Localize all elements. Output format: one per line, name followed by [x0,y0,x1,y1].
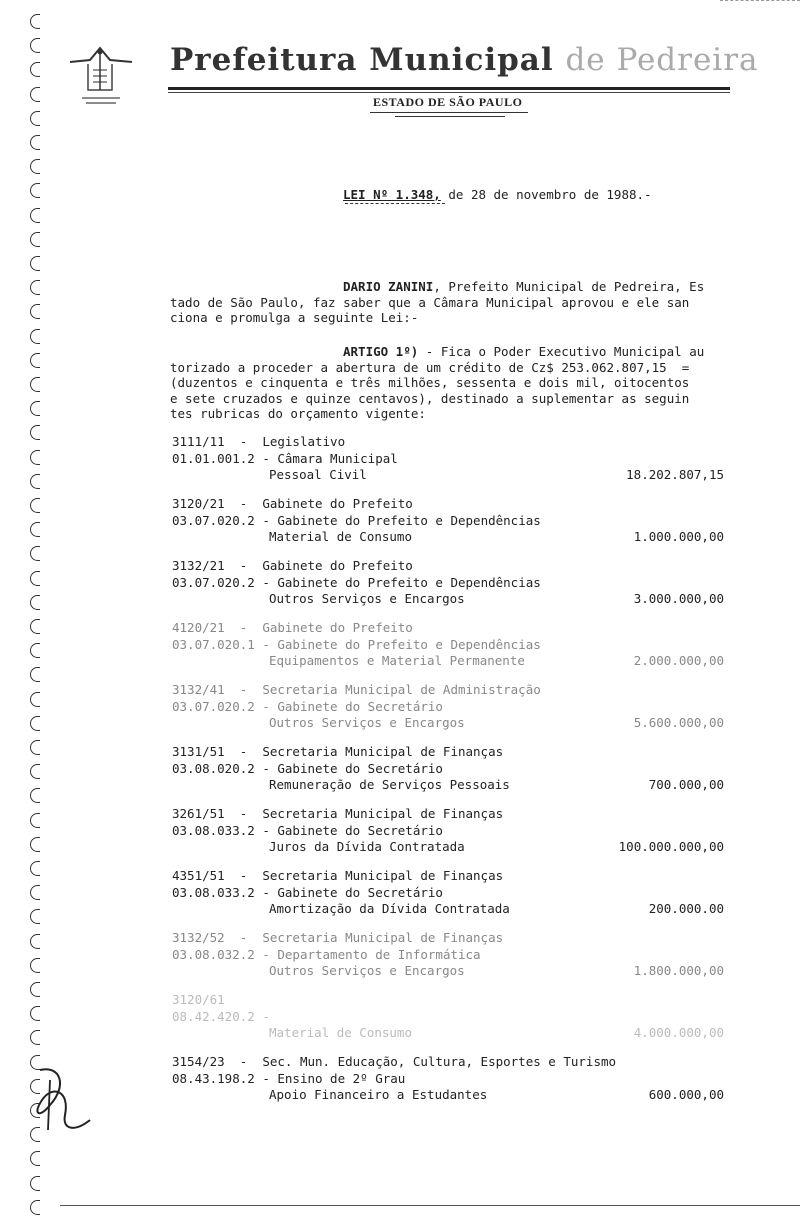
entry-unit-line [172,699,732,716]
law-title [343,187,652,202]
binding-ring [30,256,40,271]
entry-amount: 3.000.000,00 [633,591,724,606]
entry-code: 3154/23 [172,1054,225,1069]
article-line-2: torizado a proceder a abertura de um crédito de Cz$ 253.062.807,15 = [170,359,690,375]
entry-item-line [172,777,732,794]
budget-entry [172,496,732,546]
entry-organ: - Secretaria Municipal de Finanças [224,806,504,821]
binding-ring [30,813,40,828]
entry-subcode: 08.42.420.2 [172,1008,255,1024]
budget-entry [172,682,732,732]
letterhead-rule-thin [168,92,730,93]
entry-unit-line [172,451,732,468]
preamble [170,279,730,326]
binding-ring [30,498,40,513]
entry-heading-line [172,496,732,513]
entry-organ: - Secretaria Municipal de Administração [224,682,541,697]
entry-organ: - Secretaria Municipal de Finanças [224,868,504,883]
budget-entry [172,434,732,484]
entry-amount: 600.000,00 [648,1087,724,1102]
binding-ring [30,38,40,53]
entry-unit: - Ensino de 2º Grau [254,1070,406,1086]
footer-rule [60,1205,800,1206]
entry-unit: - Gabinete do Secretário [254,822,443,838]
binding-ring [30,135,40,150]
entry-item-line [172,1025,732,1042]
entry-subcode: 08.43.198.2 [172,1070,255,1086]
entry-unit-line [172,1009,732,1026]
entry-code: 4120/21 [172,620,225,635]
binding-ring [30,1200,40,1215]
article-line-1: - Fica o Poder Executivo Municipal au [418,344,705,359]
entry-heading-line [172,434,732,451]
entry-unit-line [172,947,732,964]
entry-item: Material de Consumo [269,529,412,544]
entry-unit-line [172,885,732,902]
article-heading: ARTIGO 1º) [343,344,419,359]
entry-unit-line [172,761,732,778]
binding-ring [30,643,40,658]
binding-ring [30,909,40,924]
binding-ring [30,667,40,682]
entry-item-line [172,715,732,732]
budget-entry [172,558,732,608]
entry-code: 4351/51 [172,868,225,883]
binding-ring [30,329,40,344]
binding-ring [30,1176,40,1191]
entry-item: Amortização da Dívida Contratada [269,901,510,916]
entry-unit: - Departamento de Informática [254,946,481,962]
corner-mark [720,0,800,7]
entry-unit: - Gabinete do Secretário [254,884,443,900]
entry-item: Remuneração de Serviços Pessoais [269,777,510,792]
binding-ring [30,280,40,295]
entry-subcode: 03.08.032.2 [172,946,255,962]
binding-ring [30,788,40,803]
binding-ring [30,159,40,174]
entry-organ: - Gabinete do Prefeito [224,496,413,511]
entry-amount: 1.800.000,00 [633,963,724,978]
binding-ring [30,401,40,416]
entry-heading-line [172,868,732,885]
budget-entry [172,806,732,856]
entry-subcode: 03.08.033.2 [172,822,255,838]
entry-item-line [172,591,732,608]
binding-ring [30,982,40,997]
entry-item-line [172,839,732,856]
budget-entry [172,868,732,918]
entry-unit-line [172,1071,732,1088]
entry-heading-line [172,806,732,823]
article-1 [170,344,730,422]
entry-code: 3131/51 [172,744,225,759]
binding-ring [30,692,40,707]
article-line-5: tes rubricas do orçamento vigente: [170,406,426,421]
article-line-4: e sete cruzados e quinze centavos), destinado a suplementar as seguin [170,390,690,406]
entry-heading-line [172,744,732,761]
binding-ring [30,183,40,198]
entry-unit: - Gabinete do Prefeito e Dependências [254,512,541,528]
entry-item: Outros Serviços e Encargos [269,715,465,730]
mayor-name: DARIO ZANINI [343,279,434,294]
entry-item-line [172,1087,732,1104]
binding-ring [30,208,40,223]
entry-subcode: 03.08.033.2 [172,884,255,900]
entry-subcode: 03.07.020.1 [172,636,255,652]
municipal-emblem-icon [60,40,140,110]
entry-amount: 2.000.000,00 [633,653,724,668]
entry-organ: - Legislativo [224,434,346,449]
article-line-3: (duzentos e cinquenta e três milhões, sessenta e dois mil, oitocentos [170,375,690,390]
binding-ring [30,837,40,852]
binding-ring [30,14,40,29]
entry-code: 3132/21 [172,558,225,573]
entry-code: 3261/51 [172,806,225,821]
binding-ring [30,571,40,586]
binding-ring [30,546,40,561]
entry-subcode: 03.08.020.2 [172,760,255,776]
entry-subcode: 03.07.020.2 [172,574,255,590]
entry-subcode: 03.07.020.2 [172,698,255,714]
binding-ring [30,1151,40,1166]
entry-unit: - Gabinete do Prefeito e Dependências [254,574,541,590]
entry-item-line [172,901,732,918]
binding-ring [30,87,40,102]
entry-heading-line [172,620,732,637]
budget-entry [172,930,732,980]
letterhead-faded: de Pedreira [565,42,759,78]
binding-ring [30,450,40,465]
budget-entry [172,744,732,794]
binding-rings [0,0,40,1219]
law-number-underline [345,203,445,204]
binding-ring [30,377,40,392]
entry-heading-line [172,558,732,575]
entry-item: Material de Consumo [269,1025,412,1040]
entry-subcode: 03.07.020.2 [172,512,255,528]
entry-heading-line [172,992,732,1009]
binding-ring [30,304,40,319]
entry-unit: - Câmara Municipal [254,450,398,466]
state-underline-short [395,116,505,117]
entry-amount: 5.600.000,00 [633,715,724,730]
entry-organ: - Sec. Mun. Educação, Cultura, Esportes e Turismo [224,1054,617,1069]
entry-code: 3132/52 [172,930,225,945]
entry-amount: 18.202.807,15 [626,467,724,482]
entry-item: Pessoal Civil [269,467,367,482]
binding-ring [30,353,40,368]
entry-heading-line [172,930,732,947]
entry-code: 3132/41 [172,682,225,697]
entry-item: Juros da Dívida Contratada [269,839,465,854]
preamble-line-3: ciona e promulga a seguinte Lei:- [170,310,419,325]
binding-ring [30,111,40,126]
budget-entry [172,1054,732,1104]
entry-unit-line [172,637,732,654]
letterhead-rule [168,87,730,90]
binding-ring [30,1006,40,1021]
binding-ring [30,232,40,247]
binding-ring [30,716,40,731]
preamble-line-1: , Prefeito Municipal de Pedreira, Es [433,279,705,294]
binding-ring [30,595,40,610]
state-underline [370,112,528,113]
entry-item-line [172,467,732,484]
handwritten-signature [20,1060,100,1140]
entry-unit: - Gabinete do Prefeito e Dependências [254,636,541,652]
binding-ring [30,764,40,779]
entry-item: Equipamentos e Material Permanente [269,653,525,668]
entry-organ: - Secretaria Municipal de Finanças [224,744,504,759]
entry-heading-line [172,1054,732,1071]
law-date: de 28 de novembro de 1988.- [440,187,652,202]
budget-entry [172,992,732,1042]
entry-organ: - Secretaria Municipal de Finanças [224,930,504,945]
binding-ring [30,62,40,77]
entry-unit-line [172,513,732,530]
entry-organ: - Gabinete do Prefeito [224,620,413,635]
entry-heading-line [172,682,732,699]
entry-organ: - Gabinete do Prefeito [224,558,413,573]
entry-code: 3111/11 [172,434,225,449]
binding-ring [30,934,40,949]
binding-ring [30,522,40,537]
binding-ring [30,958,40,973]
preamble-line-2: tado de São Paulo, faz saber que a Câmara Municipal aprovou e ele san [170,294,690,310]
entry-item-line [172,653,732,670]
entry-code: 3120/61 [172,992,225,1007]
letterhead-title [170,42,759,78]
entry-item: Apoio Financeiro a Estudantes [269,1087,488,1102]
binding-ring [30,885,40,900]
entry-amount: 4.000.000,00 [633,1025,724,1040]
entry-amount: 100.000.000,00 [618,839,724,854]
entry-unit: - [254,1008,278,1024]
binding-ring [30,619,40,634]
entry-unit: - Gabinete do Secretário [254,760,443,776]
entry-code: 3120/21 [172,496,225,511]
entry-item-line [172,529,732,546]
entry-amount: 1.000.000,00 [633,529,724,544]
budget-entry [172,620,732,670]
binding-ring [30,474,40,489]
entry-item: Outros Serviços e Encargos [269,963,465,978]
entry-unit-line [172,823,732,840]
entry-amount: 700.000,00 [648,777,724,792]
binding-ring [30,740,40,755]
binding-ring [30,1030,40,1045]
binding-ring [30,425,40,440]
entry-item: Outros Serviços e Encargos [269,591,465,606]
entry-subcode: 01.01.001.2 [172,450,255,466]
entry-unit: - Gabinete do Secretário [254,698,443,714]
entry-item-line [172,963,732,980]
binding-ring [30,861,40,876]
law-number: LEI Nº 1.348, [343,187,441,202]
state-name: ESTADO DE SÃO PAULO [373,95,523,109]
entry-amount: 200.000.00 [648,901,724,916]
letterhead-main: Prefeitura Municipal [170,42,554,78]
entry-unit-line [172,575,732,592]
